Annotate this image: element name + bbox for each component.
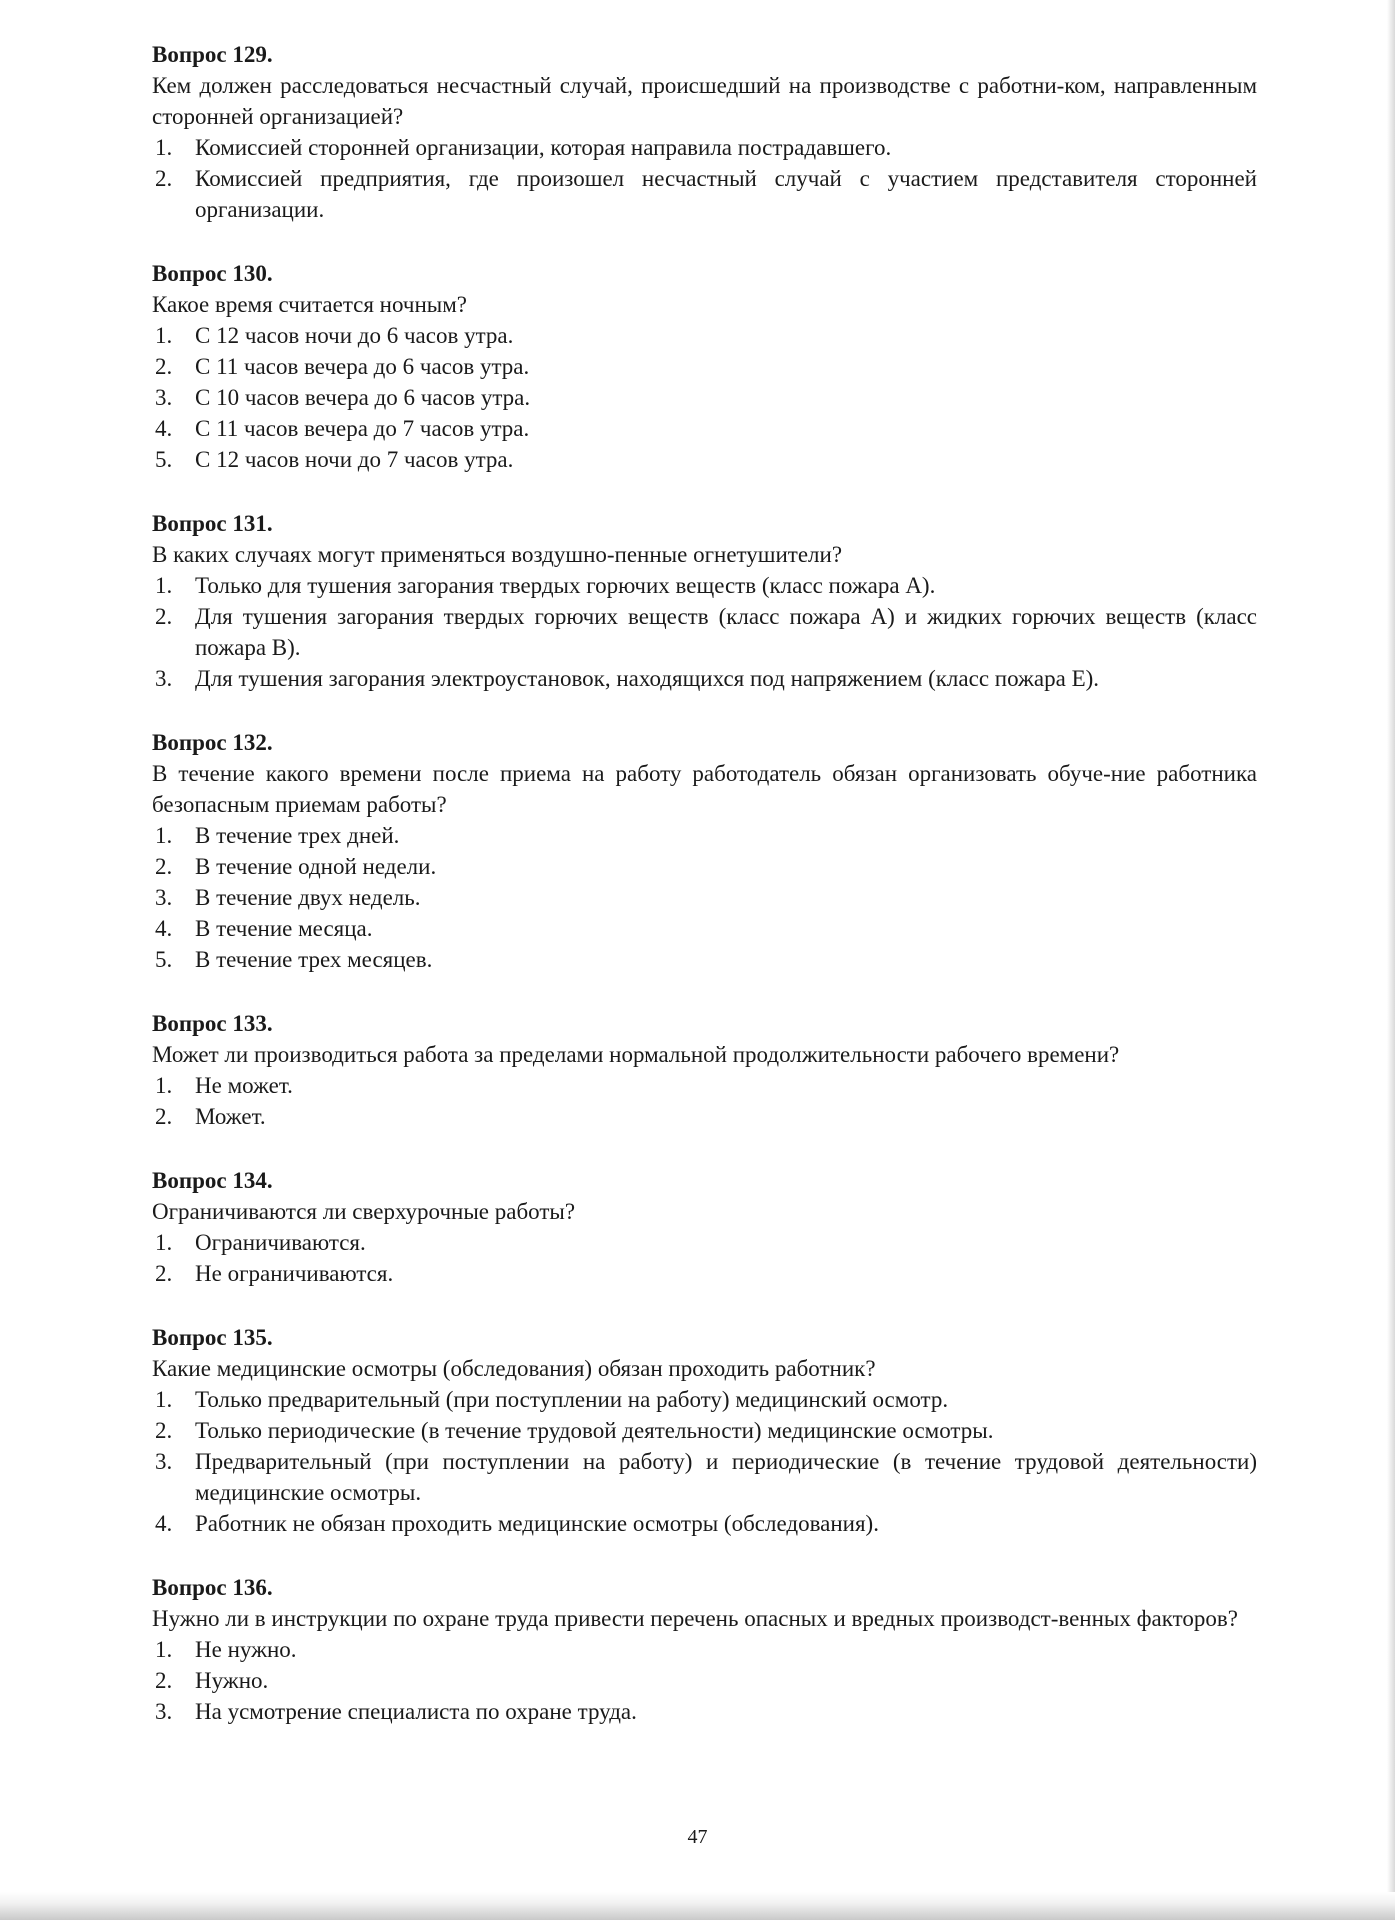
question-title: Вопрос 132. — [152, 730, 273, 755]
option-number: 1. — [155, 323, 173, 348]
question-title: Вопрос 133. — [152, 1011, 273, 1036]
answer-option — [152, 663, 1257, 694]
answer-option — [152, 444, 1257, 475]
answer-options — [152, 570, 1257, 694]
answer-option — [152, 1384, 1257, 1415]
scan-edge-shadow — [1387, 0, 1395, 1920]
option-number: 4. — [155, 416, 173, 441]
answer-option — [152, 1634, 1257, 1665]
question-133 — [152, 1009, 1257, 1132]
option-text: Может. — [195, 1104, 266, 1129]
option-number: 1. — [155, 1073, 173, 1098]
answer-option — [152, 1415, 1257, 1446]
question-text: Кем должен расследоваться несчастный случай, происшедший на производстве с работни-ком, направленным сторонней организацией? — [152, 73, 1257, 129]
answer-options — [152, 132, 1257, 225]
option-number: 2. — [155, 1261, 173, 1286]
question-136 — [152, 1573, 1257, 1727]
question-text: В каких случаях могут применяться воздушно-пенные огнетушители? — [152, 542, 843, 567]
option-text: Только предварительный (при поступлении на работу) медицинский осмотр. — [195, 1387, 949, 1412]
option-text: Комиссией предприятия, где произошел несчастный случай с участием представителя сторонней организации. — [195, 166, 1257, 222]
answer-option — [152, 1070, 1257, 1101]
question-132 — [152, 728, 1257, 975]
option-number: 2. — [155, 854, 173, 879]
option-text: Предварительный (при поступлении на работу) и периодические (в течение трудовой деятельности) медицинские осмотры. — [195, 1449, 1257, 1505]
question-131 — [152, 509, 1257, 694]
question-text: В течение какого времени после приема на работу работодатель обязан организовать обуче-ние работника безопасным приемам работы? — [152, 761, 1257, 817]
option-text: С 11 часов вечера до 6 часов утра. — [195, 354, 530, 379]
option-number: 1. — [155, 135, 173, 160]
option-number: 4. — [155, 916, 173, 941]
question-text: Какое время считается ночным? — [152, 292, 467, 317]
answer-options — [152, 820, 1257, 975]
question-text: Ограничиваются ли сверхурочные работы? — [152, 1199, 576, 1224]
option-text: В течение одной недели. — [195, 854, 437, 879]
option-text: Только периодические (в течение трудовой деятельности) медицинские осмотры. — [195, 1418, 994, 1443]
option-number: 3. — [155, 1449, 173, 1474]
question-text: Какие медицинские осмотры (обследования) обязан проходить работник? — [152, 1356, 876, 1381]
option-number: 2. — [155, 604, 173, 629]
answer-option — [152, 163, 1257, 225]
question-129 — [152, 40, 1257, 225]
answer-option — [152, 320, 1257, 351]
option-number: 2. — [155, 1668, 173, 1693]
option-number: 2. — [155, 1418, 173, 1443]
option-text: Не может. — [195, 1073, 293, 1098]
page-number: 47 — [687, 1826, 708, 1848]
answer-option — [152, 132, 1257, 163]
answer-options — [152, 1634, 1257, 1727]
option-number: 3. — [155, 1699, 173, 1724]
option-text: Не ограничиваются. — [195, 1261, 394, 1286]
answer-option — [152, 851, 1257, 882]
option-text: На усмотрение специалиста по охране труда. — [195, 1699, 637, 1724]
answer-option — [152, 882, 1257, 913]
answer-option — [152, 1665, 1257, 1696]
option-text: С 12 часов ночи до 7 часов утра. — [195, 447, 514, 472]
answer-options — [152, 1070, 1257, 1132]
option-number: 3. — [155, 885, 173, 910]
option-number: 1. — [155, 823, 173, 848]
answer-option — [152, 1508, 1257, 1539]
question-title: Вопрос 130. — [152, 261, 273, 286]
option-text: В течение двух недель. — [195, 885, 421, 910]
question-title: Вопрос 135. — [152, 1325, 273, 1350]
option-text: С 11 часов вечера до 7 часов утра. — [195, 416, 530, 441]
question-title: Вопрос 131. — [152, 511, 273, 536]
question-text: Нужно ли в инструкции по охране труда привести перечень опасных и вредных производст-венных факторов? — [152, 1606, 1238, 1631]
option-number: 2. — [155, 354, 173, 379]
answer-option — [152, 1446, 1257, 1508]
option-text: В течение трех месяцев. — [195, 947, 433, 972]
scan-bottom-shadow — [0, 1892, 1395, 1920]
option-number: 5. — [155, 947, 173, 972]
answer-option — [152, 820, 1257, 851]
option-number: 1. — [155, 1637, 173, 1662]
answer-option — [152, 1696, 1257, 1727]
question-text: Может ли производиться работа за пределами нормальной продолжительности рабочего времени? — [152, 1042, 1120, 1067]
question-title: Вопрос 129. — [152, 42, 273, 67]
answer-option — [152, 1101, 1257, 1132]
option-number: 3. — [155, 666, 173, 691]
option-text: Нужно. — [195, 1668, 269, 1693]
option-number: 3. — [155, 385, 173, 410]
question-title: Вопрос 136. — [152, 1575, 273, 1600]
answer-option — [152, 351, 1257, 382]
question-135 — [152, 1323, 1257, 1539]
document-page — [152, 40, 1257, 1761]
option-number: 5. — [155, 447, 173, 472]
option-text: Для тушения загорания твердых горючих веществ (класс пожара А) и жидких горючих веществ (класс пожара В). — [195, 604, 1257, 660]
option-number: 1. — [155, 1387, 173, 1412]
answer-option — [152, 1227, 1257, 1258]
answer-option — [152, 413, 1257, 444]
answer-options — [152, 320, 1257, 475]
option-number: 1. — [155, 573, 173, 598]
option-number: 2. — [155, 1104, 173, 1129]
option-text: С 10 часов вечера до 6 часов утра. — [195, 385, 531, 410]
option-text: Работник не обязан проходить медицинские осмотры (обследования). — [195, 1511, 879, 1536]
answer-options — [152, 1384, 1257, 1539]
answer-option — [152, 1258, 1257, 1289]
option-text: В течение трех дней. — [195, 823, 400, 848]
question-134 — [152, 1166, 1257, 1289]
answer-option — [152, 570, 1257, 601]
answer-option — [152, 601, 1257, 663]
option-text: Для тушения загорания электроустановок, находящихся под напряжением (класс пожара Е). — [195, 666, 1100, 691]
answer-option — [152, 913, 1257, 944]
answer-option — [152, 944, 1257, 975]
option-text: Только для тушения загорания твердых горючих веществ (класс пожара А). — [195, 573, 936, 598]
option-text: Не нужно. — [195, 1637, 297, 1662]
option-number: 2. — [155, 166, 173, 191]
question-130 — [152, 259, 1257, 475]
answer-options — [152, 1227, 1257, 1289]
option-text: Комиссией сторонней организации, которая направила пострадавшего. — [195, 135, 892, 160]
answer-option — [152, 382, 1257, 413]
option-text: В течение месяца. — [195, 916, 373, 941]
option-number: 1. — [155, 1230, 173, 1255]
option-text: Ограничиваются. — [195, 1230, 366, 1255]
option-number: 4. — [155, 1511, 173, 1536]
question-title: Вопрос 134. — [152, 1168, 273, 1193]
option-text: С 12 часов ночи до 6 часов утра. — [195, 323, 514, 348]
